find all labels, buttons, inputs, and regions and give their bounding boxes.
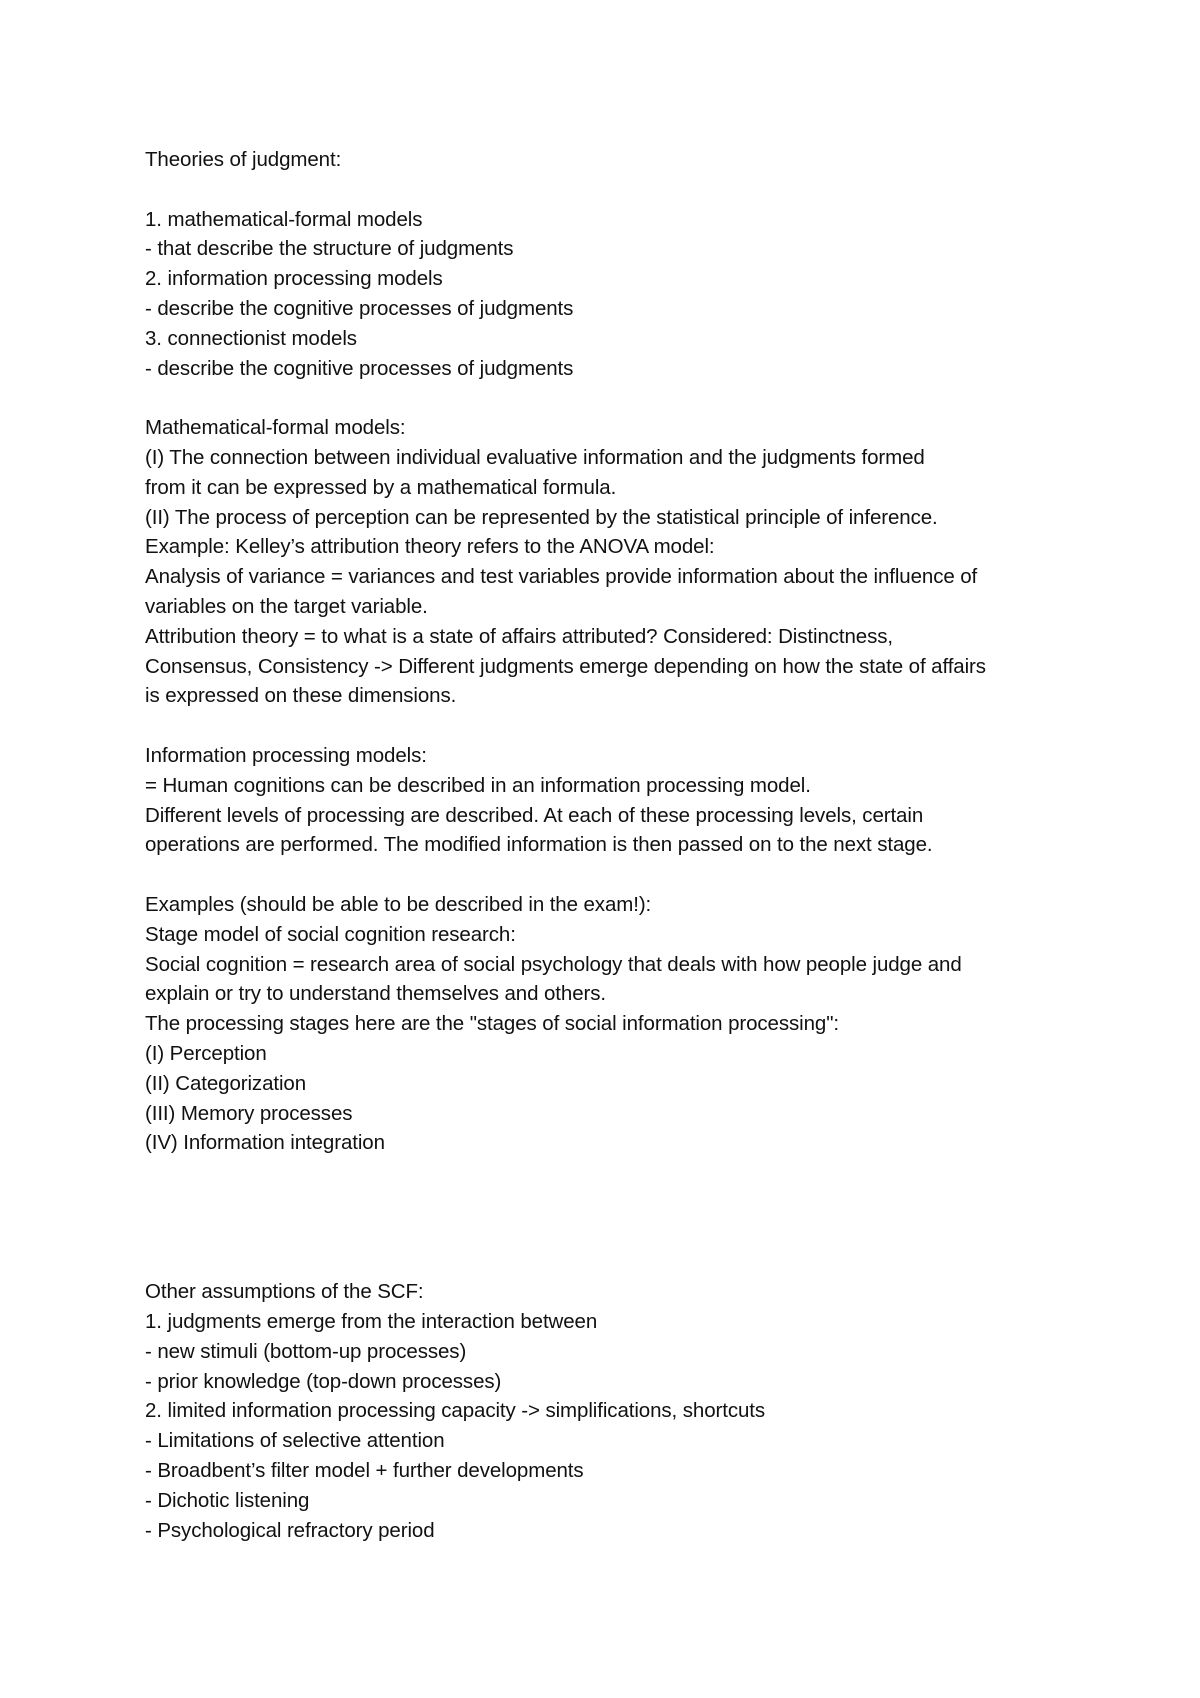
list-item: (I) Perception (145, 1041, 267, 1065)
blank-line (145, 383, 1105, 413)
list-item: - prior knowledge (top-down processes) (145, 1369, 502, 1393)
text-line: = Human cognitions can be described in an information processing model. (145, 773, 811, 797)
text-line: Example: Kelley’s attribution theory refers to the ANOVA model: (145, 535, 715, 559)
list-item: - Dichotic listening (145, 1488, 310, 1512)
list-item: - Broadbent’s filter model + further developments (145, 1459, 584, 1483)
list-item: (II) Categorization (145, 1071, 307, 1095)
blank-line (145, 711, 1105, 741)
text-line: operations are performed. The modified information is then passed on to the next stage. (145, 833, 933, 857)
section-heading-information-processing: Information processing models: (145, 743, 427, 767)
list-item: - new stimuli (bottom-up processes) (145, 1339, 467, 1363)
section-heading-theories: Theories of judgment: (145, 148, 342, 171)
text-line: Consensus, Consistency -> Different judgments emerge depending on how the state of affairs (145, 654, 986, 678)
text-line: Analysis of variance = variances and test variables provide information about the influence of (145, 565, 978, 589)
section-heading-other-assumptions: Other assumptions of the SCF: (145, 1280, 424, 1304)
list-item: - Psychological refractory period (145, 1518, 435, 1542)
document-body (145, 145, 1105, 1545)
section-heading-examples: Examples (should be able to be described in the exam!): (145, 892, 652, 916)
text-line: 1. judgments emerge from the interaction between (145, 1310, 598, 1334)
text-line: 3. connectionist models (145, 326, 357, 350)
text-line: The processing stages here are the "stages of social information processing": (145, 1012, 839, 1036)
text-line: variables on the target variable. (145, 594, 428, 618)
text-line: Social cognition = research area of social psychology that deals with how people judge and (145, 952, 962, 976)
text-line: Different levels of processing are described. At each of these processing levels, certain (145, 803, 924, 827)
text-line: is expressed on these dimensions. (145, 684, 457, 708)
text-line: explain or try to understand themselves and others. (145, 982, 606, 1006)
text-line: from it can be expressed by a mathematical formula. (145, 475, 617, 499)
text-line: - describe the cognitive processes of judgments (145, 296, 574, 320)
text-line: - that describe the structure of judgments (145, 237, 514, 261)
blank-line (145, 1247, 1105, 1277)
list-item: - Limitations of selective attention (145, 1429, 445, 1453)
text-line: Stage model of social cognition research: (145, 922, 516, 946)
blank-gap (145, 1158, 1105, 1247)
blank-line (145, 860, 1105, 890)
text-line: - describe the cognitive processes of judgments (145, 356, 574, 380)
text-line: 1. mathematical-formal models (145, 207, 423, 231)
text-line: 2. limited information processing capacity -> simplifications, shortcuts (145, 1399, 766, 1423)
section-heading-mathematical-formal: Mathematical-formal models: (145, 416, 406, 440)
list-item: (IV) Information integration (145, 1131, 385, 1155)
text-line: (I) The connection between individual evaluative information and the judgments formed (145, 445, 925, 469)
text-line: Attribution theory = to what is a state of affairs attributed? Considered: Distinctness, (145, 624, 894, 648)
text-line: (II) The process of perception can be represented by the statistical principle of inference. (145, 505, 938, 529)
list-item: (III) Memory processes (145, 1101, 353, 1125)
blank-line (145, 175, 1105, 205)
text-line: 2. information processing models (145, 267, 443, 291)
